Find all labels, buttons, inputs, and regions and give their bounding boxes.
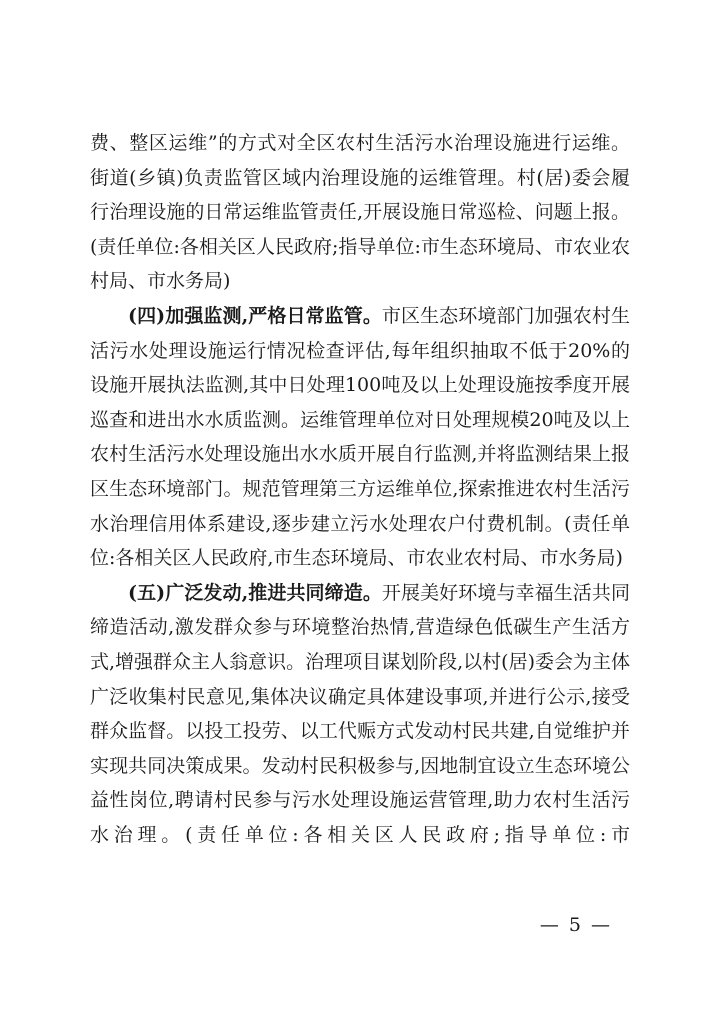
- paragraph-3-text: 开展美好环境与幸福生活共同缔造活动,激发群众参与环境整治热情,营造绿色低碳生产生活方式,增强群众主人翁意识。治理项目谋划阶段,以村(居)委会为主体广泛收集村民意见,集体决议确定具体建设事项,并进行公示,接受群众监督。以投工投劳、以工代赈方式发动村民共建,自觉维护并实现共同决策成果。发动村民积极参与,因地制宜设立生态环境公益性岗位,聘请村民参与污水处理设施运营管理,助力农村生活污水治理。(责任单位:各相关区人民政府;指导单位:市: [90, 581, 630, 846]
- paragraph-2-text: 市区生态环境部门加强农村生活污水处理设施运行情况检查评估,每年组织抽取不低于20%的设施开展执法监测,其中日处理100吨及以上处理设施按季度开展巡查和进出水水质监测。运维管理单位对日处理规模20吨及以上农村生活污水处理设施出水水质开展自行监测,并将监测结果上报区生态环境部门。规范管理第三方运维单位,探索推进农村生活污水治理信用体系建设,逐步建立污水处理农户付费机制。(责任单位:各相关区人民政府,市生态环境局、市农业农村局、市水务局): [90, 304, 630, 570]
- paragraph-2: [90, 299, 630, 576]
- paragraph-1: [90, 126, 630, 299]
- paragraph-1-text: 费、整区运维”的方式对全区农村生活污水治理设施进行运维。街道(乡镇)负责监管区域内治理设施的运维管理。村(居)委会履行治理设施的日常运维监管责任,开展设施日常巡检、问题上报。(责任单位:各相关区人民政府;指导单位:市生态环境局、市农业农村局、市水务局): [90, 132, 630, 293]
- paragraph-3: [90, 576, 630, 853]
- paragraph-2-heading: (四)加强监测,严格日常监管。: [128, 304, 382, 327]
- paragraph-3-heading: (五)广泛发动,推进共同缔造。: [128, 581, 382, 604]
- document-body: [90, 126, 630, 852]
- page-number: — 5 —: [539, 914, 612, 936]
